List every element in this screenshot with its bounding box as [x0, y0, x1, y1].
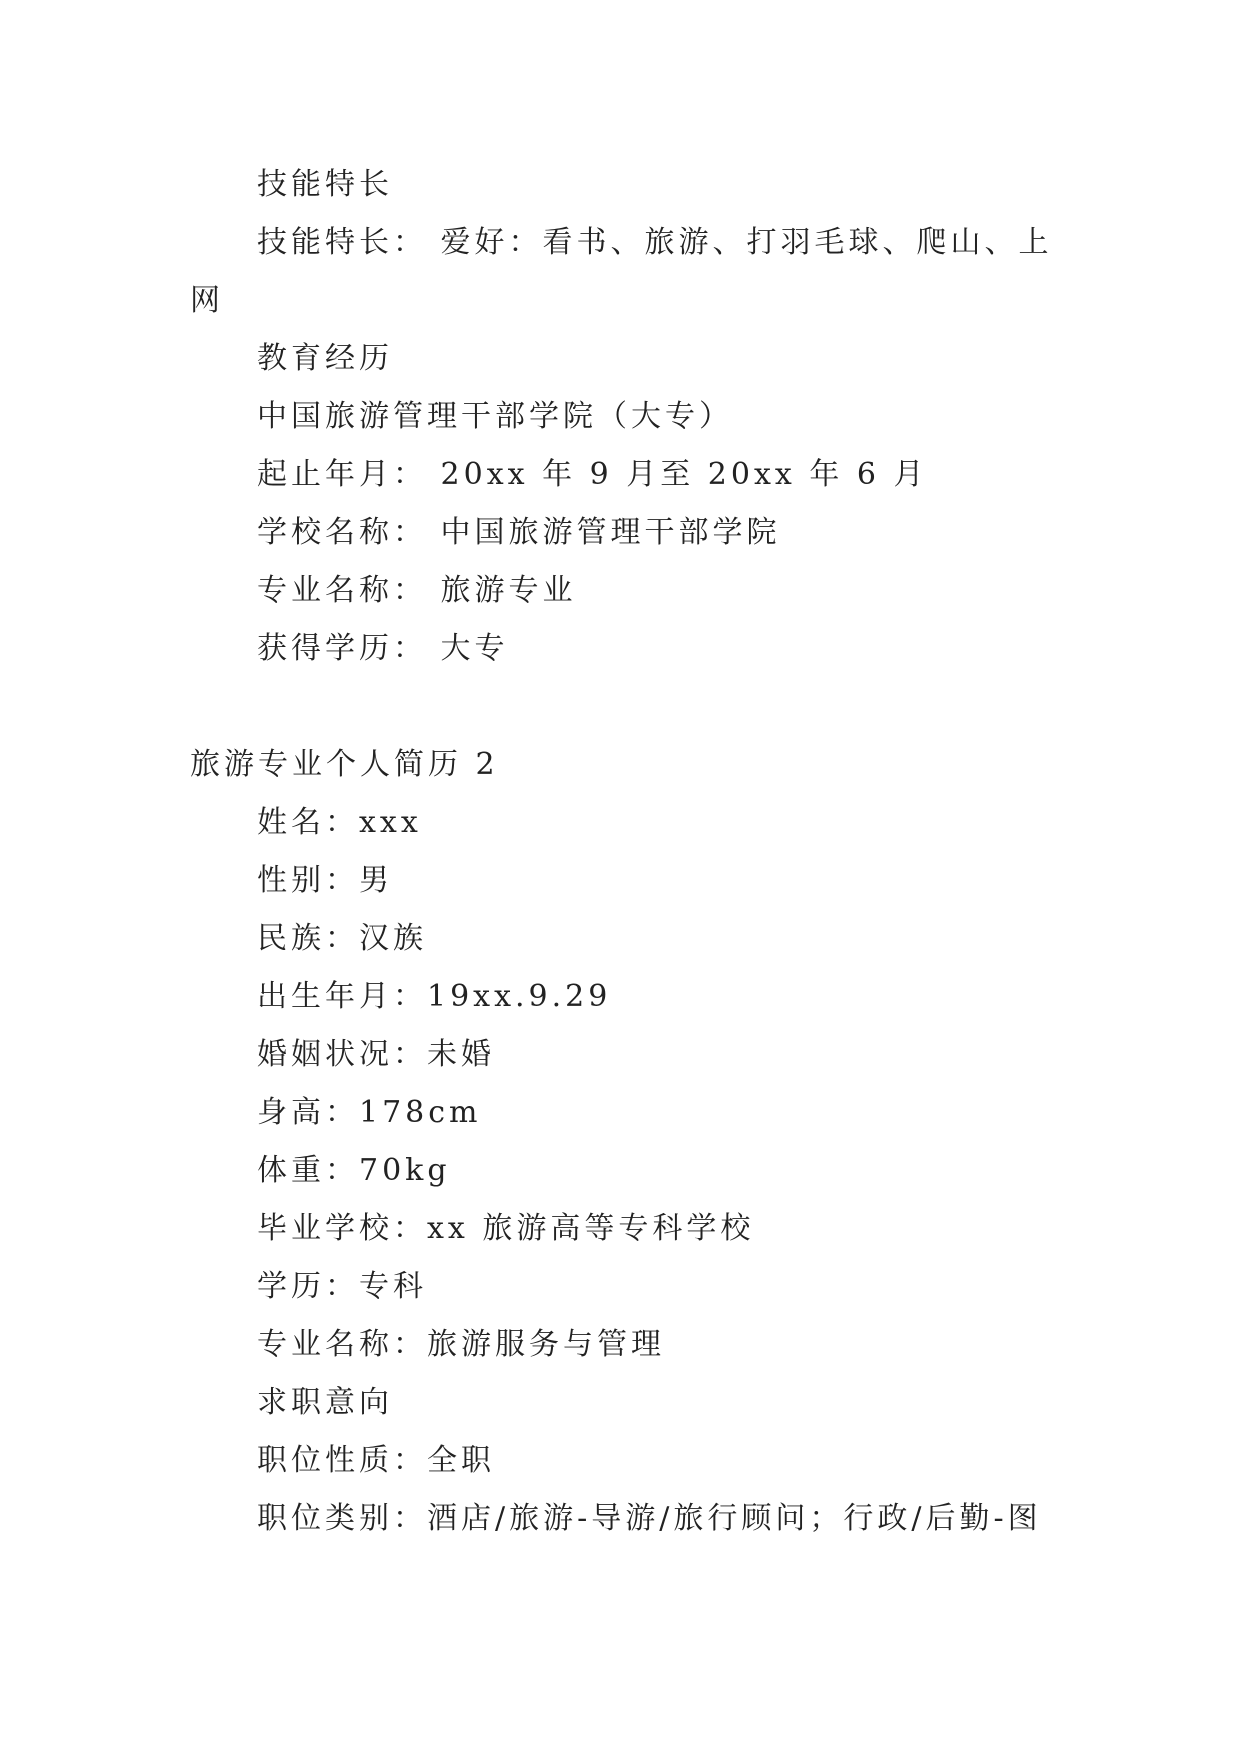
skills-line: 技能特长： 爱好：看书、旅游、打羽毛球、爬山、上 [257, 225, 1053, 260]
major-line: 专业名称： 旅游专业 [257, 573, 577, 608]
birth-line: 出生年月：19xx.9.29 [257, 979, 612, 1014]
job-nature-line: 职位性质：全职 [257, 1443, 495, 1478]
school-line: 中国旅游管理干部学院（大专） [257, 399, 733, 434]
education-level-line: 学历：专科 [257, 1269, 427, 1304]
gender-line: 性别：男 [257, 863, 393, 898]
period-line: 起止年月： 20xx 年 9 月至 20xx 年 6 月 [257, 457, 928, 492]
job-intention-heading: 求职意向 [257, 1385, 393, 1420]
school-name-line: 学校名称： 中国旅游管理干部学院 [257, 515, 781, 550]
weight-line: 体重：70kg [257, 1153, 451, 1188]
skills-line-continued: 网 [190, 283, 224, 318]
education-heading: 教育经历 [257, 341, 393, 376]
height-line: 身高：178cm [257, 1095, 482, 1130]
skills-heading: 技能特长 [257, 167, 393, 202]
major-name-line: 专业名称：旅游服务与管理 [257, 1327, 665, 1362]
degree-line: 获得学历： 大专 [257, 631, 509, 666]
graduate-school-line: 毕业学校：xx 旅游高等专科学校 [257, 1211, 755, 1246]
marital-line: 婚姻状况：未婚 [257, 1037, 495, 1072]
name-line: 姓名：xxx [257, 805, 422, 840]
ethnicity-line: 民族：汉族 [257, 921, 427, 956]
job-category-line: 职位类别：酒店/旅游-导游/旅行顾问；行政/后勤-图 [257, 1501, 1042, 1536]
resume-title: 旅游专业个人简历 2 [190, 747, 499, 782]
